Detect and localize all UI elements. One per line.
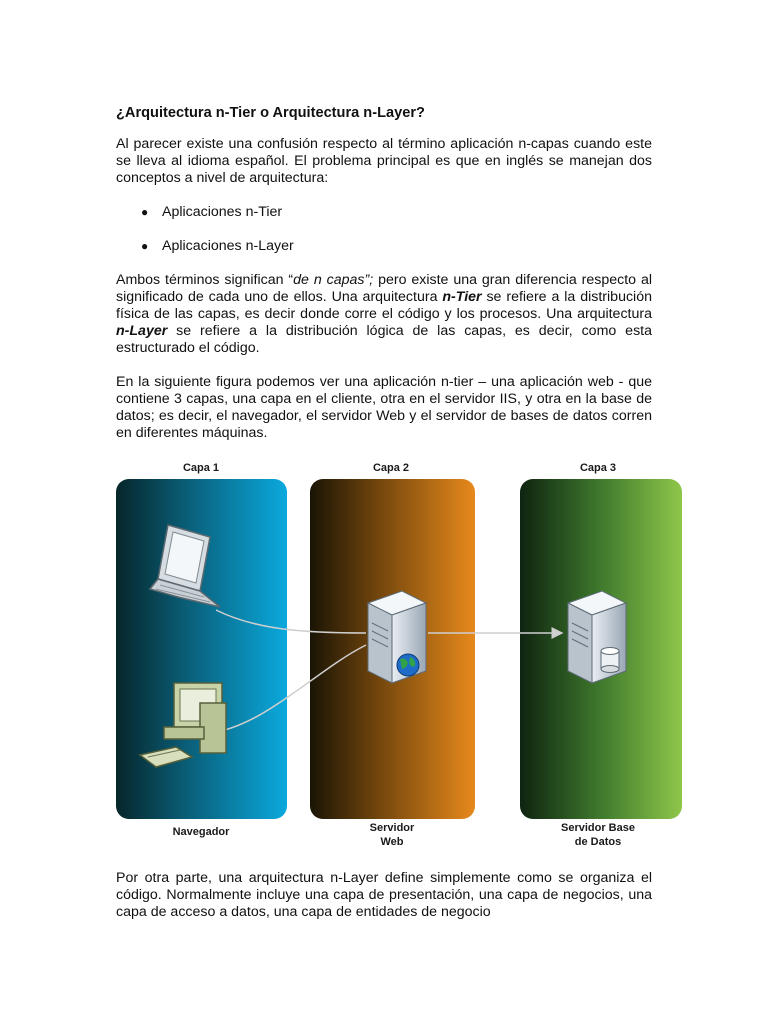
bullet-icon: ● (141, 205, 149, 219)
servidor-base-datos-label (546, 821, 650, 849)
globe-icon (397, 654, 419, 676)
intro-paragraph: Al parecer existe una confusión respecto al término aplicación n-capas cuando este se lleva al idioma español. El problema principal es que en inglés se manejan dos conceptos a nivel de arquitectura: (116, 136, 652, 186)
servidor-web-label (342, 821, 442, 849)
capa3-label: Capa 3 (579, 462, 617, 474)
laptop-to-server-line (216, 610, 366, 633)
text-run: se refiere a la distribución física de las capas, es decir donde corre el código y los procesos. Una arquitectura (116, 289, 652, 322)
diagram-graphics (116, 455, 686, 825)
bold-term-ntier: n-Tier (442, 289, 482, 305)
list-item (116, 204, 652, 221)
nlayer-paragraph: Por otra parte, una arquitectura n-Layer define simplemente como se organiza el código. Normalmente incluye una capa de presentación, una capa de negocios, una capa de acceso a datos, una capa de entidades de negocio (116, 870, 652, 920)
ntier-diagram (116, 455, 686, 857)
list-item (116, 238, 652, 255)
definition-paragraph (116, 272, 652, 357)
database-server-icon (568, 591, 626, 683)
servidor-bd-label-line1: Servidor Base (561, 822, 635, 834)
italic-text: de n capas”; (293, 272, 374, 288)
document-title: ¿Arquitectura n-Tier o Arquitectura n-Layer? (116, 105, 425, 121)
figure-intro-paragraph: En la siguiente figura podemos ver una aplicación n-tier – una aplicación web - que contiene 3 capas, una capa en el cliente, otra en el servidor IIS, y otra en la base de datos; es decir, el navegador, el servidor Web y el servidor de bases de datos corren en diferentes máquinas. (116, 374, 652, 441)
servidor-web-label-line1: Servidor (369, 822, 415, 834)
desktop-to-server-line (211, 645, 366, 733)
text-run: Ambos términos significan “ (116, 272, 294, 288)
bullet-icon: ● (141, 239, 149, 253)
capa2-label: Capa 2 (372, 462, 410, 474)
bold-term-nlayer: n-Layer (116, 323, 168, 339)
document-body (116, 105, 652, 459)
text-run: se refiere a la distribución lógica de las capas, es decir, como esta estructurado el código. (116, 323, 652, 356)
capa1-label: Capa 1 (182, 462, 220, 474)
bullet-list (116, 204, 652, 255)
text-run: pero existe una gran diferencia respecto al significado de cada uno de ellos. Una arquitectura (116, 272, 652, 305)
laptop-icon (150, 525, 220, 607)
list-item-text: Aplicaciones n-Tier (162, 204, 283, 220)
servidor-bd-label-line2: de Datos (574, 836, 622, 848)
navegador-label: Navegador (172, 826, 230, 838)
desktop-computer-icon (140, 683, 226, 767)
list-item-text: Aplicaciones n-Layer (162, 238, 294, 254)
servidor-web-label-line2: Web (380, 836, 404, 848)
